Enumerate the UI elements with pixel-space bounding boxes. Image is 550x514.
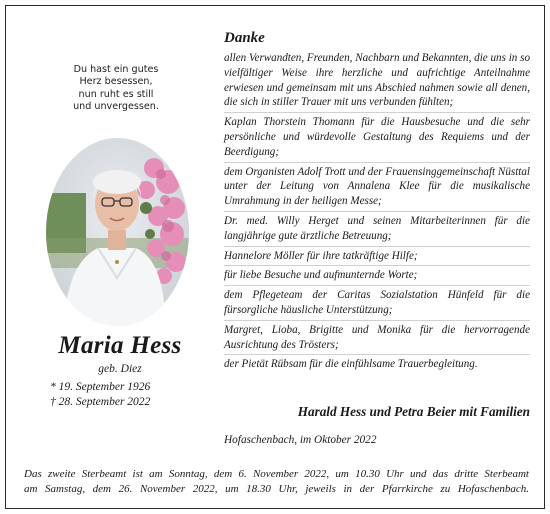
death-date: † 28. September 2022 (50, 396, 151, 408)
thanks-item: Dr. med. Willy Herget und seinen Mitarbeiterinnen für die langjährige gute ärztliche Betreuung; (224, 214, 530, 247)
birth-name: geb. Diez (98, 363, 142, 375)
thanks-item: dem Pflegeteam der Caritas Sozialstation Hünfeld für die fürsorgliche häusliche Unterstützung; (224, 288, 530, 321)
thanks-item: der Pietät Rübsam für die einfühlsame Trauerbegleitung. (224, 358, 478, 371)
poem-line: Du hast ein gutes (73, 64, 159, 75)
memorial-poem (46, 64, 186, 114)
requiem-services (24, 467, 529, 498)
thanks-item: für liebe Besuche und aufmunternde Worte; (224, 268, 530, 286)
thanks-item: dem Organisten Adolf Trott und der Frauensinggemeinschaft Nüsttal unter der Leitung von Annalena Klee für die musikalische Umrahmung in der heiligen Messe; (224, 165, 530, 212)
thanks-item: Hannelore Möller für ihre tatkräftige Hilfe; (224, 249, 530, 267)
thanks-title: Danke (224, 30, 265, 46)
place-date: Hofaschenbach, im Oktober 2022 (224, 434, 377, 446)
life-dates (50, 380, 200, 410)
thanks-item: Margret, Lioba, Brigitte und Monika für die hervorragende Ausrichtung des Trösters; (224, 323, 530, 356)
thanks-list (224, 51, 530, 376)
poem-line: und unvergessen. (73, 101, 159, 113)
portrait-photo (46, 138, 189, 326)
birth-date: * 19. September 1926 (50, 381, 151, 393)
services-line: Das zweite Sterbeamt ist am Sonntag, dem 6. November 2022, um 10.30 Uhr und das dritte Sterbeamt (24, 468, 529, 480)
thanks-item: Kaplan Thorstein Thomann für die Hausbesuche und die sehr persönliche und würdevolle Gestaltung des Requiems und der Beerdigung; (224, 115, 530, 162)
thanks-item: allen Verwandten, Freunden, Nachbarn und Bekannten, die uns in so vielfältiger Weise ihre herzliche und aufrichtige Anteilnahme erwiesen und gemeinsam mit uns Abschied nahmen sowie all denen, die sich in stiller Trauer mit uns verbunden fühlten; (224, 51, 530, 113)
obituary-card (5, 5, 545, 509)
poem-line: Herz besessen, (79, 76, 153, 88)
family-signature: Harald Hess und Petra Beier mit Familien (297, 404, 530, 419)
deceased-name: Maria Hess (58, 332, 182, 359)
poem-line: nun ruht es still (78, 88, 154, 100)
services-line: am Samstag, dem 26. November 2022, um 18.30 Uhr, jeweils in der Pfarrkirche zu Hofaschenbach. (24, 483, 529, 496)
